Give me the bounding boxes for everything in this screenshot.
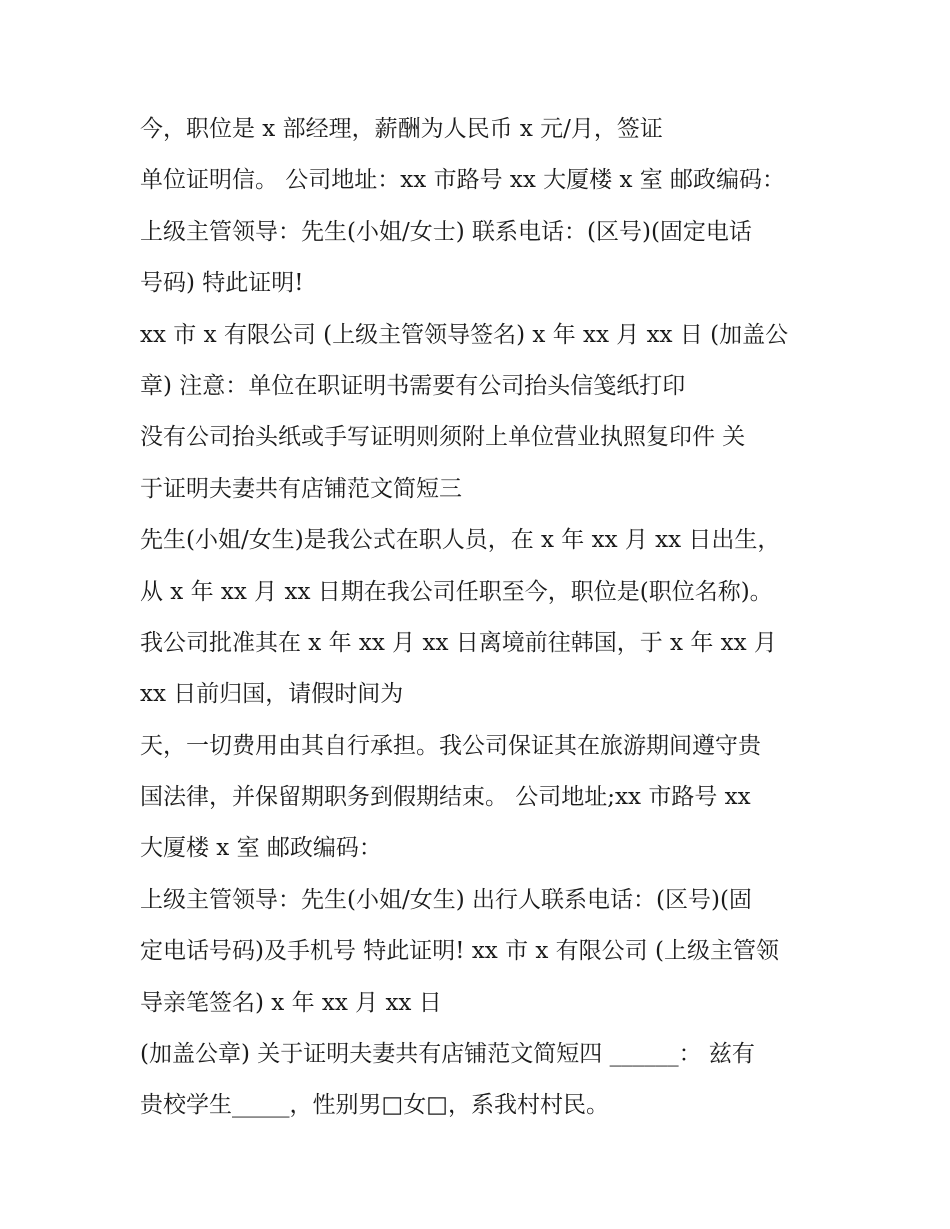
text-line: 先生(小姐/女生)是我公式在职人员，在 x 年 xx 月 xx 日出生， [140,527,781,554]
text-line: 没有公司抬头纸或手写证明则须附上单位营业执照复印件 关 [140,424,746,451]
text-line: 国法律，并保留期职务到假期结束。 公司地址;xx 市路号 xx [140,784,751,811]
text-line: 章) 注意：单位在职证明书需要有公司抬头信笺纸打印 [140,372,686,399]
text-line: 上级主管领导：先生(小姐/女士) 联系电话：(区号)(固定电话 [140,218,752,245]
document-body [140,107,830,1135]
text-line: 今，职位是 x 部经理，薪酬为人民币 x 元/月，签证 [140,116,663,142]
text-line: 贵校学生_____，性别男□女□，系我村村民。 [140,1092,609,1119]
text-line: xx 市 x 有限公司 (上级主管领导签名) x 年 xx 月 xx 日 (加盖公 [140,321,789,348]
text-line: 我公司批准其在 x 年 xx 月 xx 日离境前往韩国，于 x 年 xx 月 [140,629,777,656]
text-line: 单位证明信。 公司地址：xx 市路号 xx 大厦楼 x 室 邮政编码： [140,167,786,194]
text-line: 上级主管领导：先生(小姐/女生) 出行人联系电话：(区号)(固 [140,886,752,913]
text-line: 从 x 年 xx 月 xx 日期在我公司任职至今，职位是(职位名称)。 [140,578,773,605]
text-line: 天，一切费用由其自行承担。我公司保证其在旅游期间遵守贵 [140,732,761,759]
text-line: xx 日前归国，请假时间为 [140,681,404,708]
text-line: 导亲笔签名) x 年 xx 月 xx 日 [140,989,442,1016]
text-line: 定电话号码)及手机号 特此证明! xx 市 x 有限公司 (上级主管领 [140,938,779,965]
text-line: 于证明夫妻共有店铺范文简短三 [140,475,462,502]
text-line: 号码) 特此证明! [140,270,304,297]
text-line: 大厦楼 x 室 邮政编码： [140,835,382,862]
text-line: (加盖公章) 关于证明夫妻共有店铺范文简短四 ______： 兹有 [140,1041,755,1068]
